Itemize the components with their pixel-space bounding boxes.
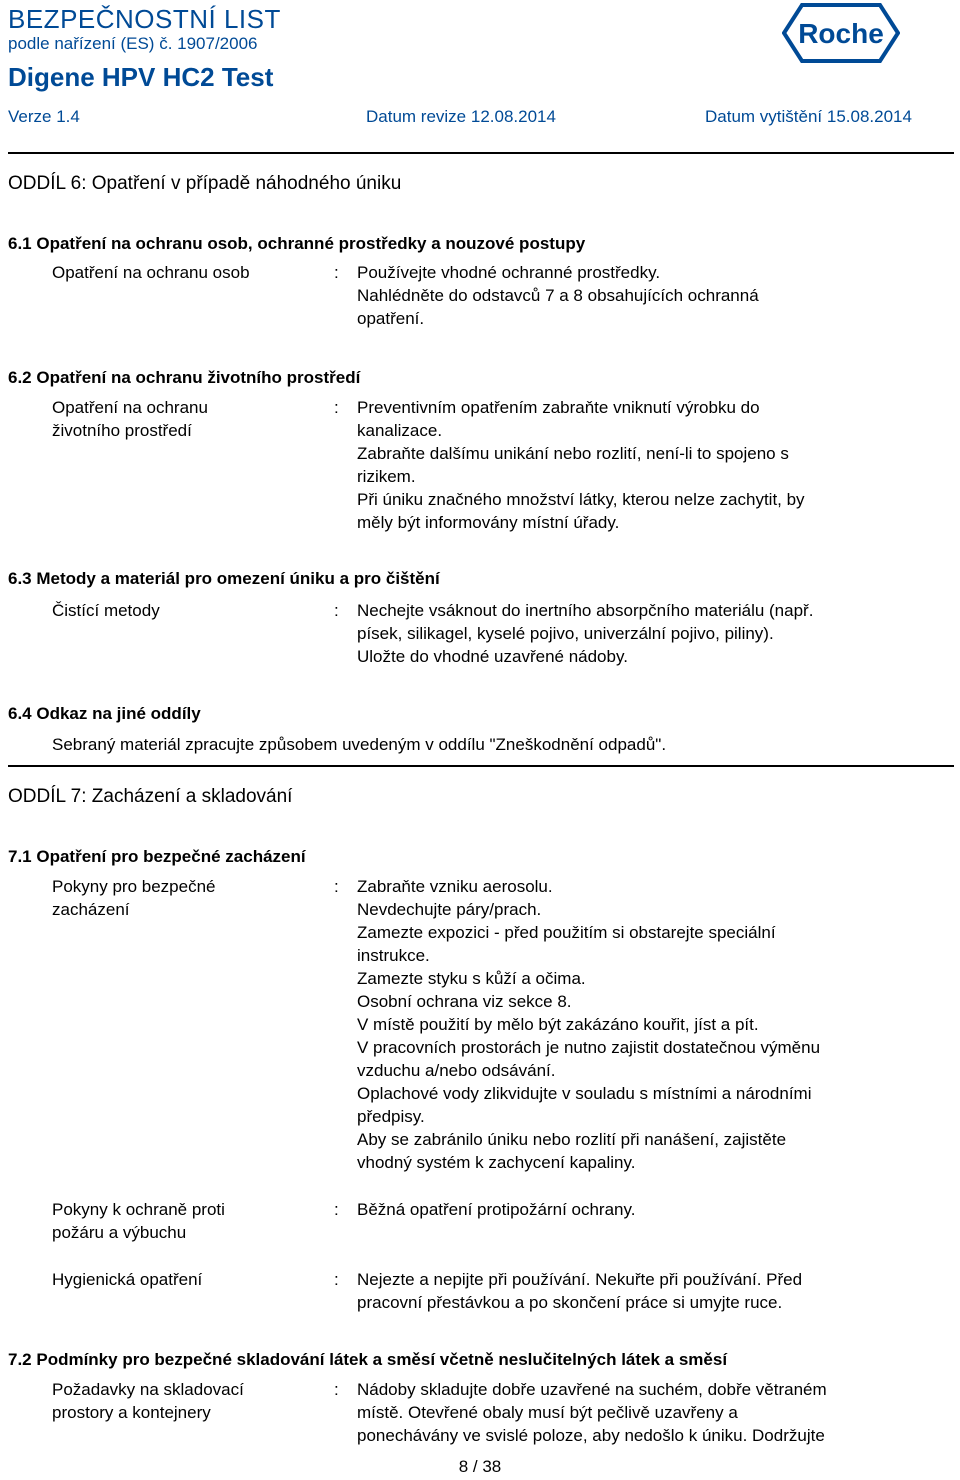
document-header <box>0 0 960 155</box>
cleaning-methods-label: Čistící metody <box>52 601 160 620</box>
section-6-title: ODDÍL 6: Opatření v případě náhodného úniku <box>8 173 402 194</box>
roche-logo <box>782 2 900 64</box>
version-label: Verze 1.4 <box>8 107 80 126</box>
section-7-title: ODDÍL 7: Zacházení a skladování <box>8 786 293 807</box>
roche-logo-text: Roche <box>798 18 884 49</box>
revision-date: Datum revize 12.08.2014 <box>366 107 556 126</box>
product-name: Digene HPV HC2 Test <box>8 62 274 92</box>
cleaning-methods-text: Nechejte vsáknout do inertního absorpčního materiálu (např. písek, silikagel, kyselé pojivo, univerzální pojivo, piliny). Uložte do vhodné uzavřené nádoby. <box>357 601 814 666</box>
regulation-reference: podle nařízení (ES) č. 1907/2006 <box>8 34 258 53</box>
colon: : <box>334 1270 339 1289</box>
storage-requirements-label: Požadavky na skladovací prostory a kontejnery <box>52 1380 244 1422</box>
safe-handling-text: Zabraňte vzniku aerosolu. Nevdechujte páry/prach. Zamezte expozici - před použitím si obstarejte speciální instrukce. Zamezte styku s kůží a očima. Osobní ochrana viz sekce 8. V místě použití by mělo být zakázáno kouřit, jíst a pít. V pracovních prostorách je nutno zajistit dostatečnou výměnu vzduchu a/nebo odsávání. Oplachové vody zlikvidujte v souladu s místními a národními předpisy. Aby se zabránilo úniku nebo rozlití při nanášení, zajistěte vhodný systém k zachycení kapaliny. <box>357 877 821 1172</box>
colon: : <box>334 263 339 282</box>
print-date: Datum vytištění 15.08.2014 <box>705 107 912 126</box>
page-number: 8 / 38 <box>458 1457 502 1476</box>
personal-precautions-label: Opatření na ochranu osob <box>52 263 250 282</box>
hygiene-measures-text: Nejezte a nepijte při používání. Nekuřte při používání. Před pracovní přestávkou a po skončení práce si umyjte ruce. <box>357 1270 803 1312</box>
colon: : <box>334 1200 339 1219</box>
colon: : <box>334 1380 339 1399</box>
storage-requirements-text: Nádoby skladujte dobře uzavřené na suchém, dobře větraném místě. Otevřené obaly musí být pečlivě uzavřeny a ponechávány ve svislé poloze, aby nedošlo k úniku. Dodržujte <box>357 1380 827 1445</box>
environmental-precautions-label: Opatření na ochranu životního prostředí <box>52 398 208 440</box>
subsection-7-1-title: 7.1 Opatření pro bezpečné zacházení <box>8 847 306 866</box>
fire-protection-text: Běžná opatření protipožární ochrany. <box>357 1200 636 1219</box>
personal-precautions-text: Používejte vhodné ochranné prostředky. Nahlédněte do odstavců 7 a 8 obsahujících ochranná opatření. <box>357 263 759 328</box>
header-divider <box>8 152 954 154</box>
colon: : <box>334 877 339 896</box>
subsection-6-1-title: 6.1 Opatření na ochranu osob, ochranné prostředky a nouzové postupy <box>8 234 586 253</box>
section-divider <box>8 765 954 767</box>
fire-protection-label: Pokyny k ochraně proti požáru a výbuchu <box>52 1200 225 1242</box>
hygiene-measures-label: Hygienická opatření <box>52 1270 203 1289</box>
subsection-6-2-title: 6.2 Opatření na ochranu životního prostředí <box>8 368 361 387</box>
subsection-6-4-title: 6.4 Odkaz na jiné oddíly <box>8 704 201 723</box>
colon: : <box>334 398 339 417</box>
environmental-precautions-text: Preventivním opatřením zabraňte vniknutí výrobku do kanalizace. Zabraňte dalšímu unikání nebo rozlití, není-li to spojeno s rizikem. Při úniku značného množství látky, kterou nelze zachytit, by měly být informovány místní úřady. <box>357 398 805 532</box>
reference-text: Sebraný materiál zpracujte způsobem uvedeným v oddílu "Zneškodnění odpadů". <box>52 735 667 754</box>
subsection-6-3-title: 6.3 Metody a materiál pro omezení úniku a pro čištění <box>8 569 440 588</box>
subsection-7-2-title: 7.2 Podmínky pro bezpečné skladování látek a směsí včetně neslučitelných látek a směsí <box>8 1350 728 1369</box>
document-title: BEZPEČNOSTNÍ LIST <box>8 4 281 34</box>
colon: : <box>334 601 339 620</box>
safe-handling-label: Pokyny pro bezpečné zacházení <box>52 877 216 919</box>
